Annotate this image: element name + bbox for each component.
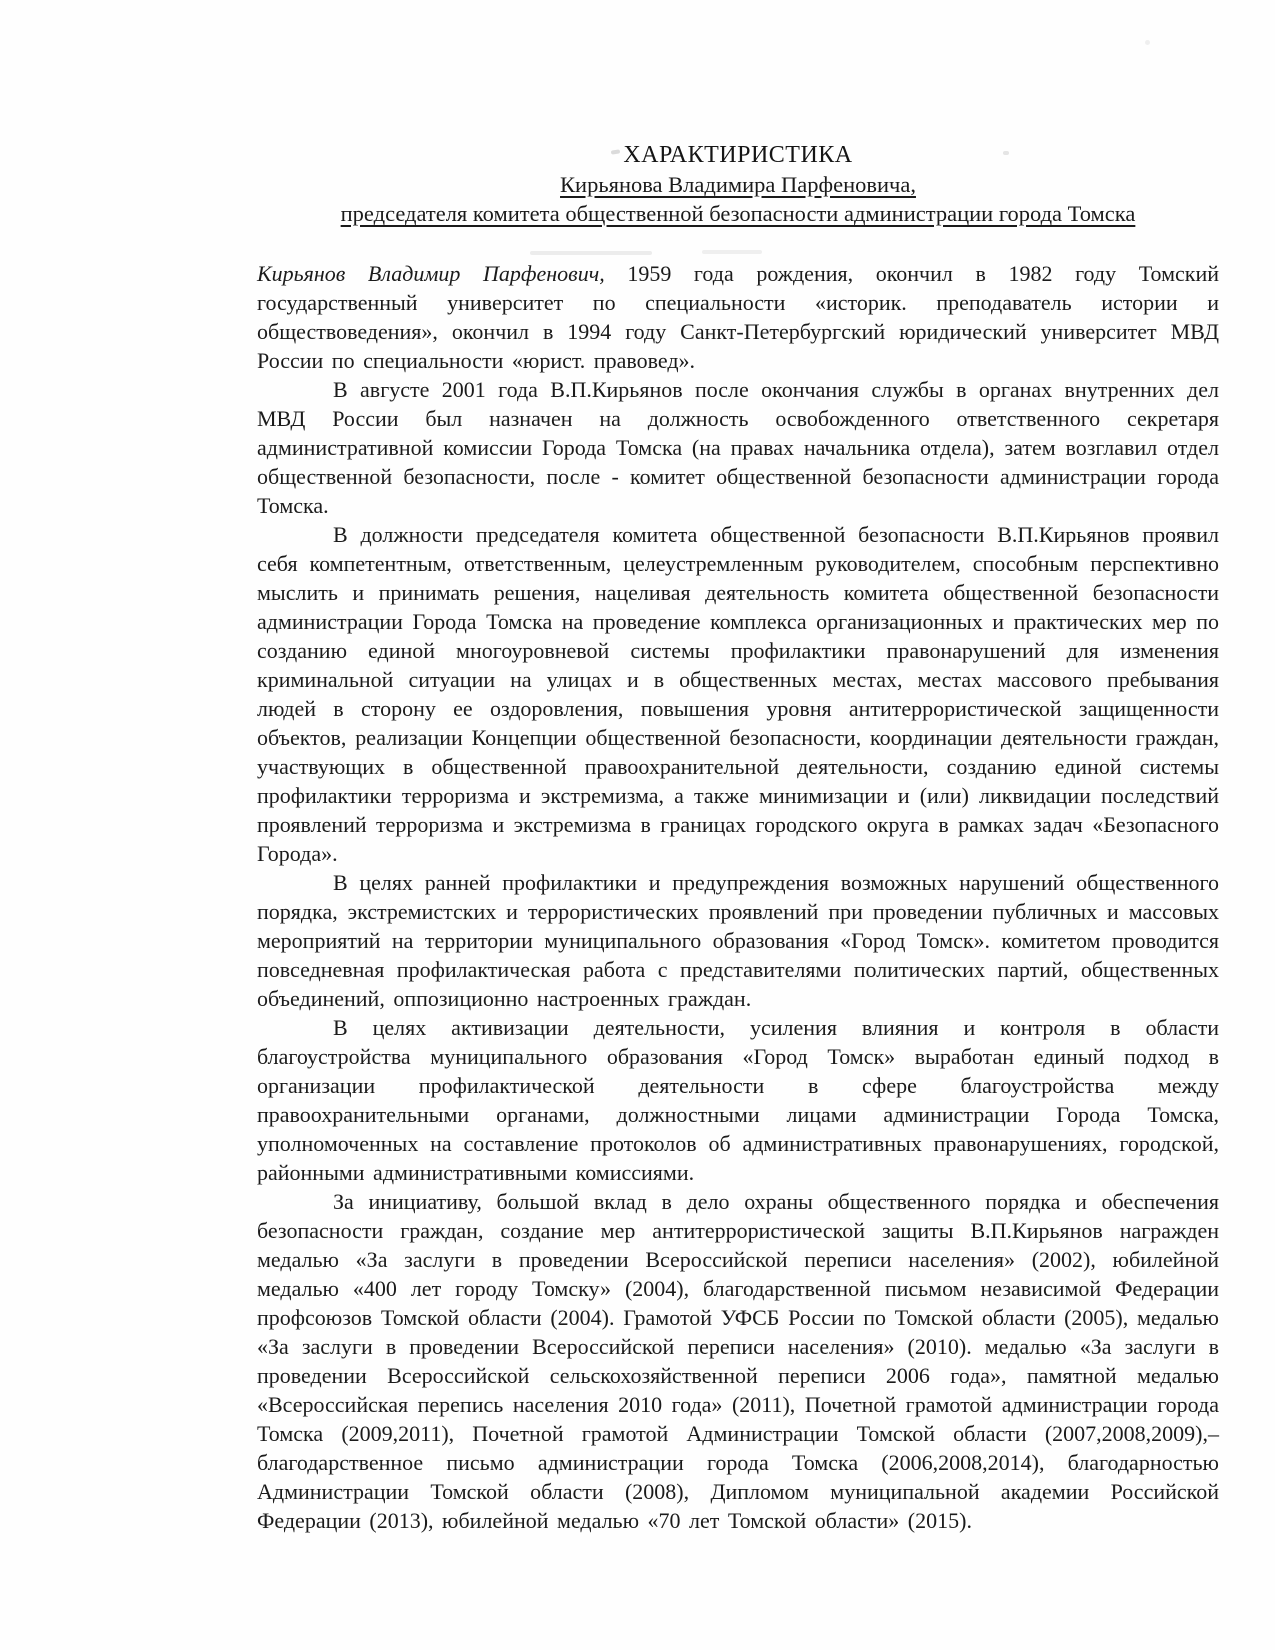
- subject-position-line: председателя комитета общественной безопасности администрации города Томска: [340, 201, 1136, 226]
- paragraph-appointment: В августе 2001 года В.П.Кирьянов после окончания службы в органах внутренних дел МВД России был назначен на должность освобожденного ответственного секретаря административной комиссии Города Томска (на правах начальника отдела), затем возглавил отдел общественной безопасности, после - комитет общественной безопасности администрации города Томска.: [257, 377, 1219, 518]
- document-title: ХАРАКТИРИСТИКА: [623, 142, 853, 168]
- paragraph-prevention-work: В целях ранней профилактики и предупреждения возможных нарушений общественного порядка, экстремистских и террористических проявлений при проведении публичных и массовых мероприятий на территории муниципального образования «Город Томск». комитетом проводится повседневная профилактическая работа с представителями политических партий, общественных объединений, оппозиционно настроенных граждан.: [257, 870, 1219, 1011]
- document-body: [257, 259, 1219, 1535]
- paragraph-awards: За инициативу, большой вклад в дело охраны общественного порядка и обеспечения безопасности граждан, создание мер антитеррористической защиты В.П.Кирьянов награжден медалью «За заслуги в проведении Всероссийской переписи населения» (2002), юбилейной медалью «400 лет городу Томску» (2004), благодарственной письмом независимой Федерации профсоюзов Томской области (2004). Грамотой УФСБ России по Томской области (2005), медалью «За заслуги в проведении Всероссийской переписи населения» (2010). медалью «За заслуги в проведении Всероссийской сельскохозяйственной переписи 2006 года», памятной медалью «Всероссийская перепись населения 2010 года» (2011), Почетной грамотой администрации города Томска (2009,2011), Почетной грамотой Администрации Томской области (2007,2008,2009),– благодарственное письмо администрации города Томска (2006,2008,2014), благодарностью Администрации Томской области (2008), Дипломом муниципальной академии Российской Федерации (2013), юбилейной медалью «70 лет Томской области» (2015).: [257, 1189, 1219, 1533]
- paragraph-education-text: 1959 года рождения, окончил в 1982 году Томский государственный университет по специальности «историк. преподаватель истории и обществоведения», окончил в 1994 году Санкт-Петербургский юридический университет МВД России по специальности «юрист. правовед».: [257, 261, 1219, 373]
- paragraph-committee-role: В должности председателя комитета общественной безопасности В.П.Кирьянов проявил себя компетентным, ответственным, целеустремленным руководителем, способным перспективно мыслить и принимать решения, нацеливая деятельность комитета общественной безопасности администрации Города Томска на проведение комплекса организационных и практических мер по созданию единой многоуровневой системы профилактики правонарушений для изменения криминальной ситуации на улицах и в общественных местах, местах массового пребывания людей в сторону ее оздоровления, повышения уровня антитеррористической защищенности объектов, реализации Концепции общественной безопасности, координации деятельности граждан, участвующих в общественной правоохранительной деятельности, созданию единой системы профилактики терроризма и экстремизма, а также минимизации и (или) ликвидации последствий проявлений терроризма и экстремизма в границах городского округа в рамках задач «Безопасного Города».: [257, 522, 1219, 866]
- paragraph-education: [257, 259, 1219, 375]
- scan-artifact: [1145, 40, 1150, 45]
- paragraph-improvement-activity: В целях активизации деятельности, усиления влияния и контроля в области благоустройства муниципального образования «Город Томск» выработан единый подход в организации профилактической деятельности в сфере благоустройства между правоохранительными органами, должностными лицами администрации Города Томска, уполномоченных на составление протоколов об административных правонарушениях, городской, районными административными комиссиями.: [257, 1015, 1219, 1185]
- subject-name-italic: Кирьянов Владимир Парфенович,: [257, 261, 605, 286]
- document-content: [257, 140, 1219, 1535]
- subject-name-line: Кирьянова Владимира Парфеновича,: [560, 172, 916, 197]
